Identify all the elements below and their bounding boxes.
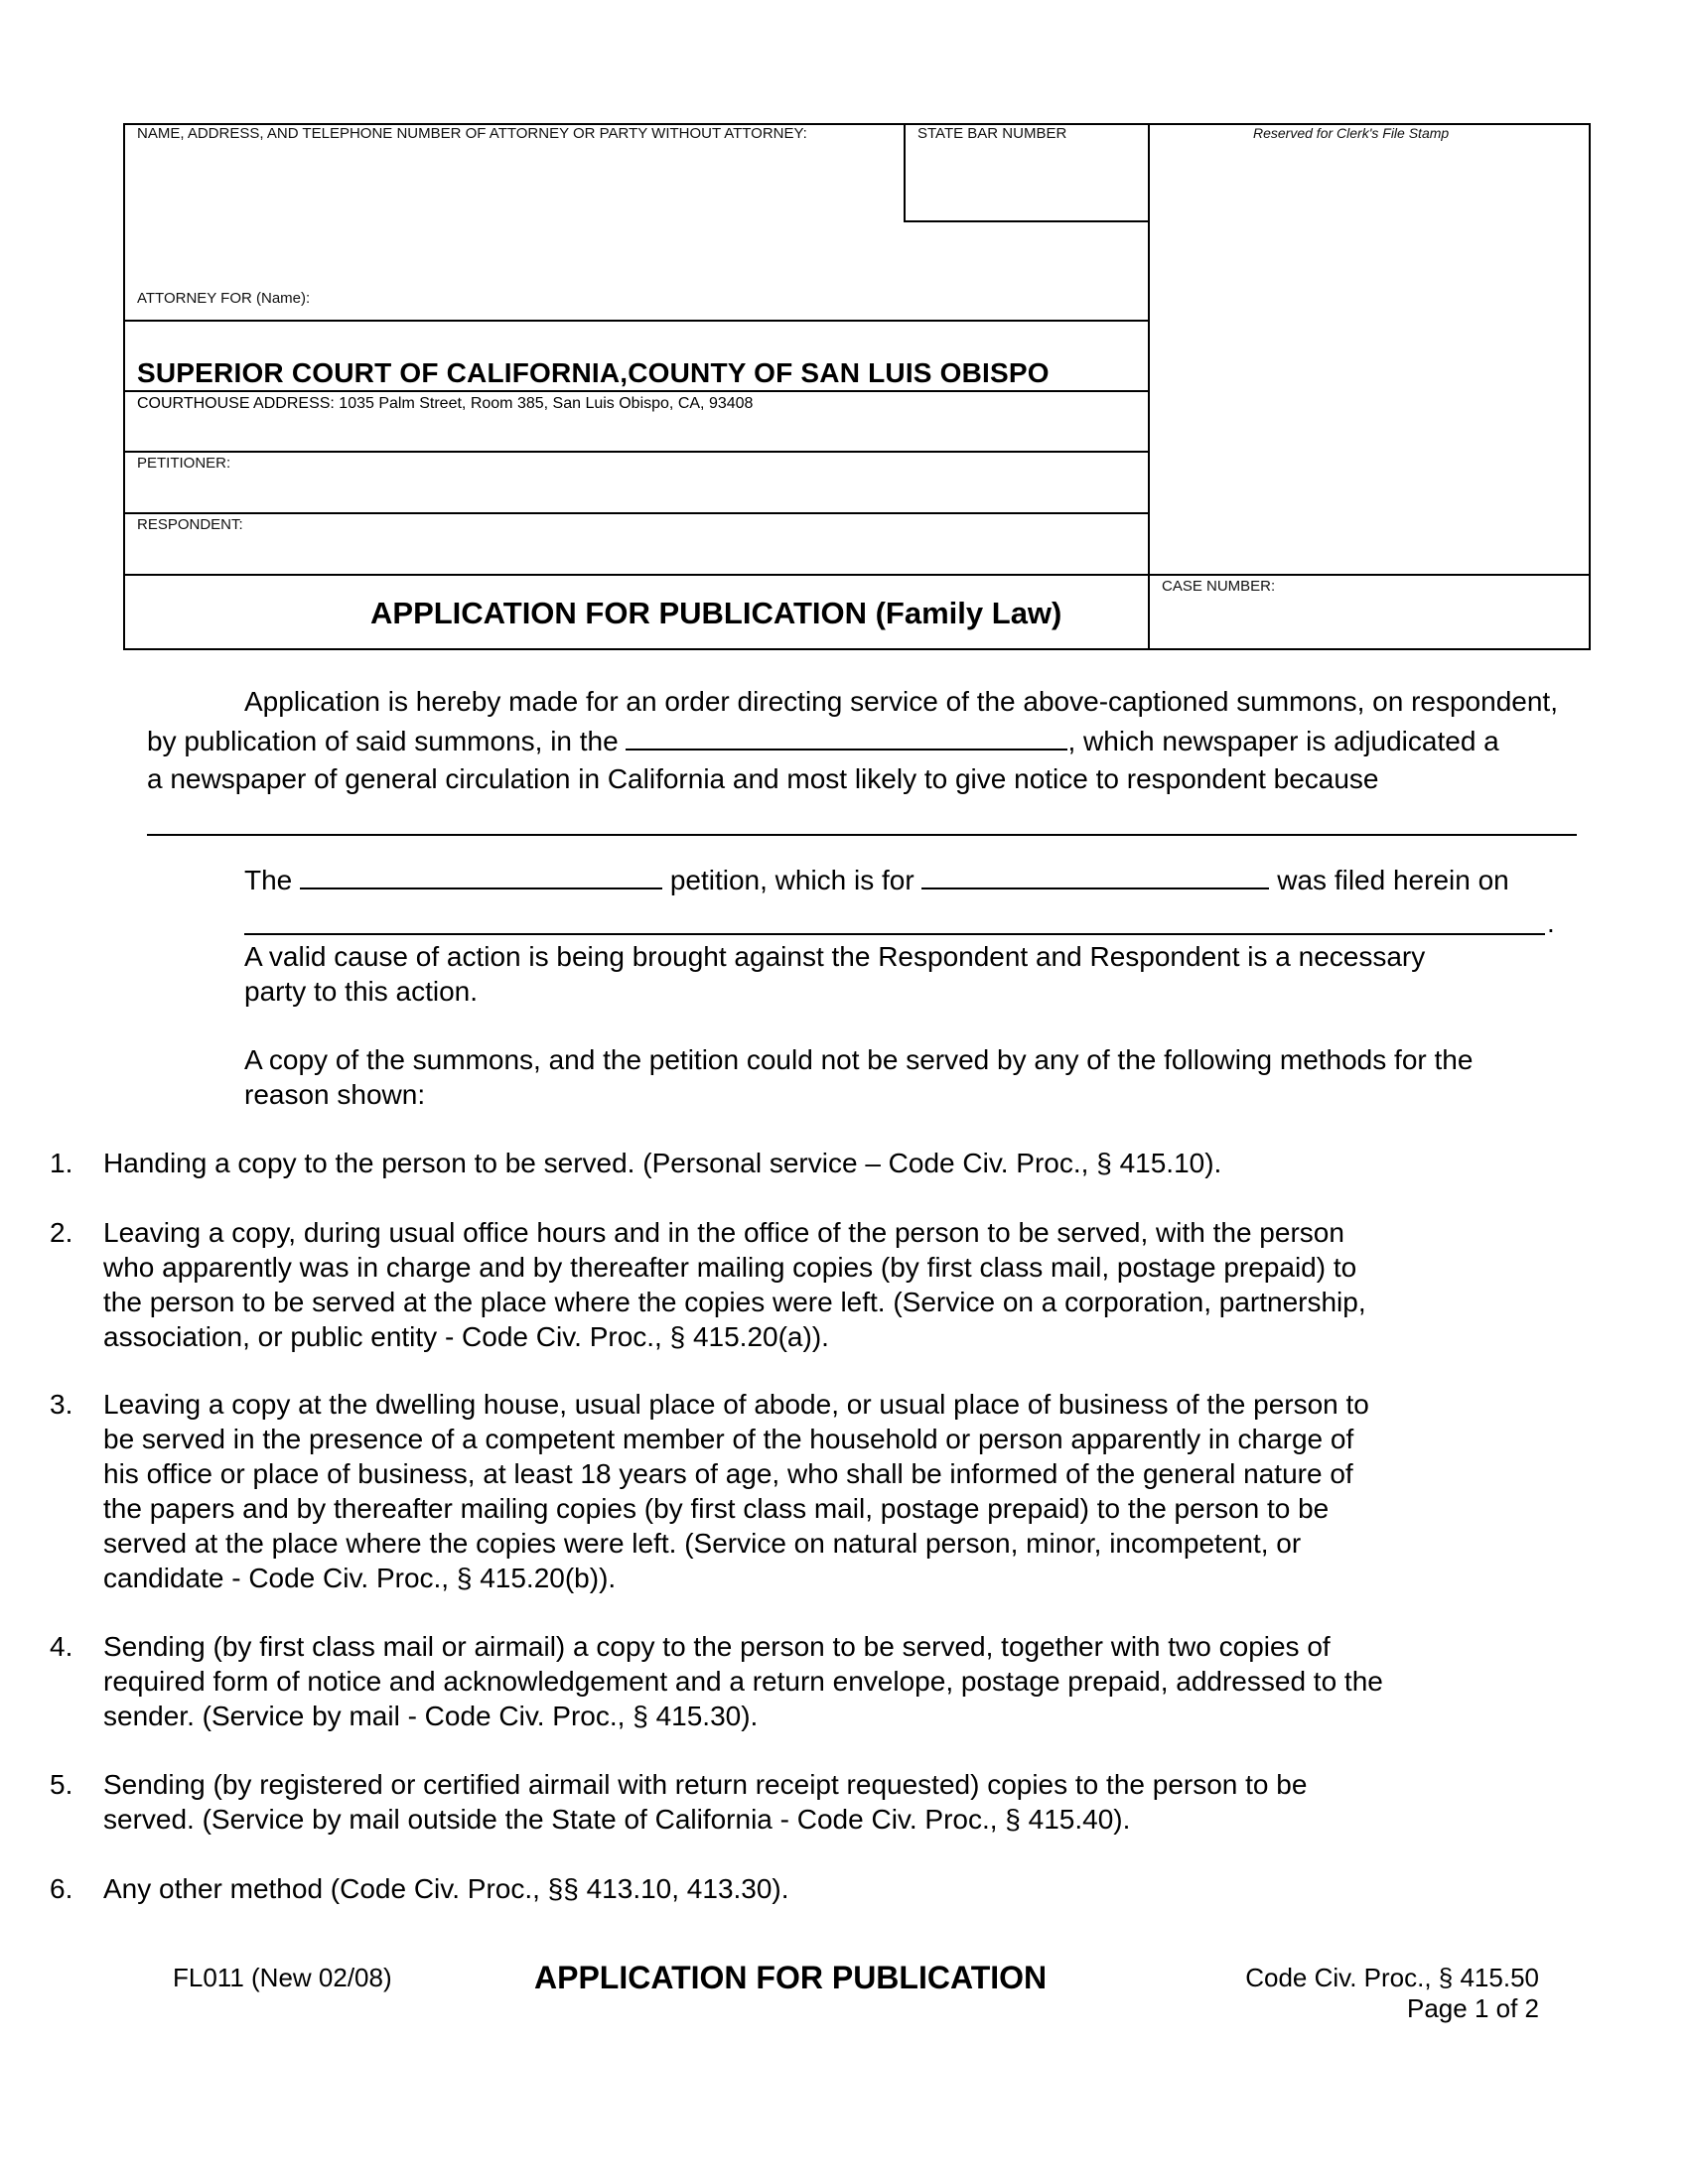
case-number-label: CASE NUMBER: [1162, 578, 1276, 595]
method-line: served. (Service by mail outside the State of California - Code Civ. Proc., § 415.40). [103, 1804, 1131, 1835]
method-line: who apparently was in charge and by thereafter mailing copies (by first class mail, postage prepaid) to [103, 1252, 1357, 1283]
method-line: be served in the presence of a competent member of the household or person apparently in charge of [103, 1424, 1354, 1454]
petition-line [244, 863, 1509, 897]
copy-summons-line1: A copy of the summons, and the petition could not be served by any of the following methods for the [244, 1044, 1474, 1075]
attorney-label: NAME, ADDRESS, AND TELEPHONE NUMBER OF ATTORNEY OR PARTY WITHOUT ATTORNEY: [137, 125, 807, 142]
courthouse-address: COURTHOUSE ADDRESS: 1035 Palm Street, Room 385, San Luis Obispo, CA, 93408 [137, 395, 754, 412]
footer-code: Code Civ. Proc., § 415.50 [1245, 1963, 1539, 1992]
method-number: 1. [50, 1148, 73, 1178]
method-line: the person to be served at the place where the copies were left. (Service on a corporation, partnership, [103, 1287, 1366, 1317]
method-line: Leaving a copy, during usual office hours and in the office of the person to be served, with the person [103, 1217, 1344, 1248]
clerk-stamp-label: Reserved for Clerk's File Stamp [1253, 125, 1450, 141]
method-line: Sending (by registered or certified airmail with return receipt requested) copies to the person to be [103, 1769, 1308, 1800]
valid-cause-line2: party to this action. [244, 976, 479, 1007]
method-line: required form of notice and acknowledgement and a return envelope, postage prepaid, addressed to the [103, 1666, 1383, 1697]
list-item [103, 1871, 1543, 1906]
method-line: the papers and by thereafter mailing copies (by first class mail, postage prepaid) to the person to be [103, 1493, 1330, 1524]
method-number: 6. [50, 1873, 73, 1904]
filed-date-blank[interactable] [244, 933, 1545, 935]
footer-page: Page 1 of 2 [1407, 1993, 1539, 2023]
petition-end: was filed herein on [1277, 865, 1509, 895]
petition-the: The [244, 865, 293, 895]
valid-cause-line1: A valid cause of action is being brought against the Respondent and Respondent is a necessary [244, 941, 1426, 972]
footer-form-id: FL011 (New 02/08) [173, 1963, 392, 1992]
list-item [103, 1387, 1543, 1595]
application-para-line2-post: , which newspaper is adjudicated a [1067, 726, 1499, 756]
method-line: candidate - Code Civ. Proc., § 415.20(b)). [103, 1563, 617, 1593]
method-number: 3. [50, 1389, 73, 1420]
list-item [103, 1146, 1543, 1180]
method-number: 2. [50, 1217, 73, 1248]
petition-mid: petition, which is for [669, 865, 914, 895]
copy-summons-line2: reason shown: [244, 1079, 426, 1110]
method-line: Handing a copy to the person to be served. (Personal service – Code Civ. Proc., § 415.10). [103, 1148, 1222, 1178]
method-line: sender. (Service by mail - Code Civ. Proc., § 415.30). [103, 1701, 759, 1731]
state-bar-label: STATE BAR NUMBER [917, 125, 1067, 142]
application-para-line2-pre: by publication of said summons, in the [147, 726, 619, 756]
petitioner-label: PETITIONER: [137, 455, 231, 472]
petition-type-blank[interactable] [300, 864, 662, 889]
application-para-line2 [147, 724, 1499, 758]
filed-date-period: . [1547, 907, 1555, 938]
list-item [103, 1215, 1543, 1354]
reason-blank-line[interactable] [147, 834, 1577, 836]
method-number: 5. [50, 1769, 73, 1800]
attorney-for-label: ATTORNEY FOR (Name): [137, 290, 311, 307]
application-para-line1: Application is hereby made for an order directing service of the above-captioned summons, on respondent, [244, 686, 1558, 717]
list-item [103, 1767, 1543, 1837]
respondent-label: RESPONDENT: [137, 516, 243, 533]
method-line: his office or place of business, at least 18 years of age, who shall be informed of the general nature of [103, 1458, 1353, 1489]
method-line: Leaving a copy at the dwelling house, usual place of abode, or usual place of business of the person to [103, 1389, 1369, 1420]
method-line: Sending (by first class mail or airmail) a copy to the person to be served, together with two copies of [103, 1631, 1331, 1662]
application-para-line3: a newspaper of general circulation in California and most likely to give notice to respondent because [147, 763, 1379, 794]
method-line: Any other method (Code Civ. Proc., §§ 413.10, 413.30). [103, 1873, 789, 1904]
footer-title: APPLICATION FOR PUBLICATION [534, 1960, 1048, 1995]
petition-for-blank[interactable] [921, 864, 1269, 889]
method-number: 4. [50, 1631, 73, 1662]
newspaper-blank[interactable] [626, 725, 1067, 751]
court-name: SUPERIOR COURT OF CALIFORNIA,COUNTY OF SAN LUIS OBISPO [137, 357, 1050, 388]
list-item [103, 1629, 1543, 1733]
method-line: served at the place where the copies were left. (Service on natural person, minor, incompetent, or [103, 1528, 1302, 1559]
form-title: APPLICATION FOR PUBLICATION (Family Law) [370, 596, 1062, 630]
method-line: association, or public entity - Code Civ. Proc., § 415.20(a)). [103, 1321, 829, 1352]
